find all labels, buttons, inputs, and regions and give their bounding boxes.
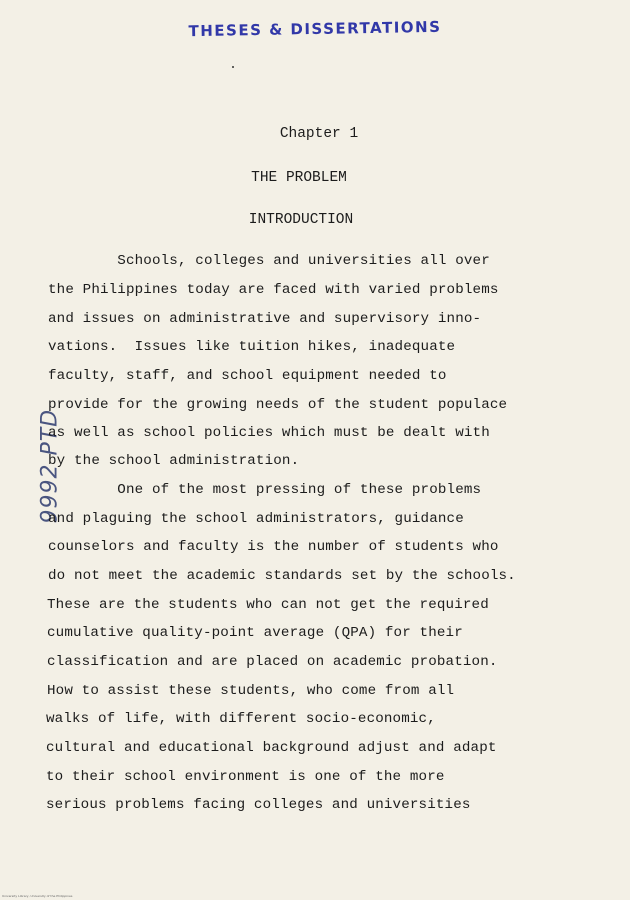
text-line: serious problems facing colleges and universities: [46, 797, 471, 813]
chapter-title: THE PROBLEM: [251, 170, 347, 186]
text-line: the Philippines today are faced with varied problems: [48, 282, 499, 298]
theses-dissertations-stamp: THESES & DISSERTATIONS: [188, 17, 442, 41]
text-line: These are the students who can not get the required: [47, 597, 489, 613]
text-line: vations. Issues like tuition hikes, inadequate: [48, 339, 456, 355]
text-line: as well as school policies which must be dealt with: [48, 425, 490, 441]
section-heading: INTRODUCTION: [248, 212, 354, 228]
scan-footer: University Library, University of the Philippines: [2, 894, 73, 898]
handwritten-call-number: 9992 PTD: [37, 408, 63, 524]
text-line: cumulative quality-point average (QPA) for their: [47, 625, 463, 641]
text-line: provide for the growing needs of the student populace: [48, 397, 508, 413]
text-line: do not meet the academic standards set by the schools.: [48, 568, 516, 584]
text-line: counselors and faculty is the number of students who: [48, 539, 499, 555]
text-line: cultural and educational background adjust and adapt: [46, 740, 497, 756]
paper-speck: [232, 66, 234, 68]
text-line: faculty, staff, and school equipment needed to: [48, 368, 447, 384]
text-line: and plaguing the school administrators, guidance: [48, 511, 464, 527]
text-line: How to assist these students, who come from all: [47, 683, 455, 699]
chapter-heading: Chapter 1: [279, 126, 359, 142]
text-line: and issues on administrative and supervisory inno-: [48, 311, 482, 327]
text-line: Schools, colleges and universities all over: [48, 253, 490, 269]
text-line: by the school administration.: [48, 453, 300, 469]
text-line: walks of life, with different socio-economic,: [46, 711, 436, 727]
text-line: to their school environment is one of the more: [46, 769, 445, 785]
text-line: One of the most pressing of these problems: [48, 482, 482, 498]
text-line: classification and are placed on academic probation.: [47, 654, 498, 670]
